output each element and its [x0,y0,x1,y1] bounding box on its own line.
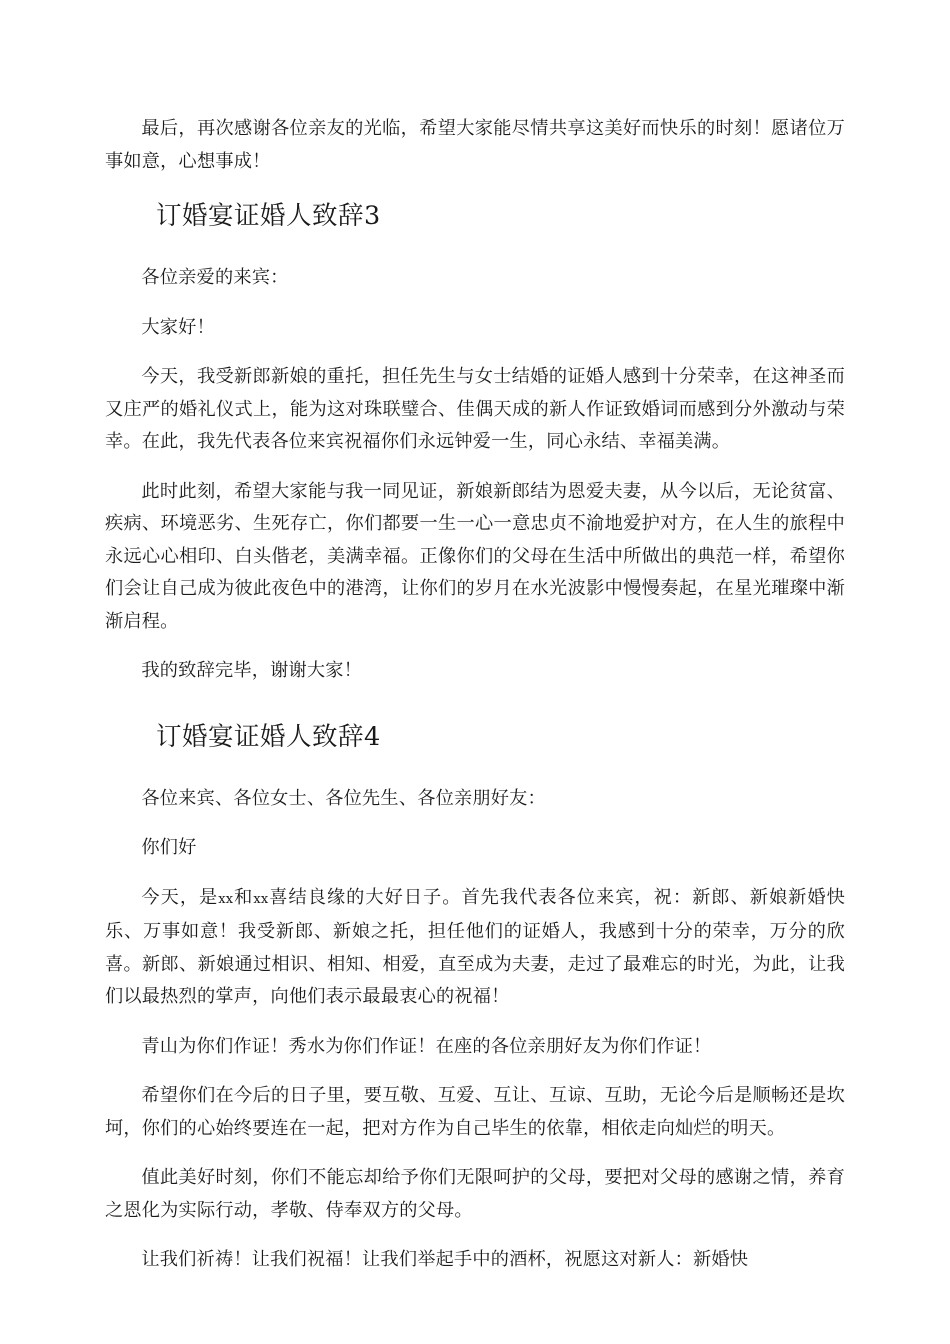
section-4-paragraph: 青山为你们作证！秀水为你们作证！在座的各位亲朋好友为你们作证！ [141,1035,712,1057]
section-4-paragraph: 值此美好时刻，你们不能忘却给予你们无限呵护的父母，要把对父母的感谢之情，养育之恩化为实际行动，孝敬、侍奉双方的父母。 [105,1167,845,1221]
section-3-title: 订婚宴证婚人致辞3 [156,201,381,231]
paragraph-text: 今天，是 [141,886,219,908]
section-3-closing: 我的致辞完毕，谢谢大家！ [141,660,363,681]
document-body [105,113,845,1294]
paragraph-text: 和 [233,886,254,908]
section-4-title: 订婚宴证婚人致辞4 [156,721,381,752]
section-4-greeting: 各位来宾、各位女士、各位先生、各位亲朋好友： [141,787,546,809]
section-3-greeting: 各位亲爱的来宾： [141,267,289,288]
section-4-hello: 你们好 [141,837,197,858]
intro-paragraph: 最后，再次感谢各位亲友的光临，希望大家能尽情共享这美好而快乐的时刻！愿诸位万事如意，心想事成！ [105,118,845,172]
name-placeholder: xx [253,891,269,907]
section-4-paragraph: 让我们祈祷！让我们祝福！让我们举起手中的酒杯，祝愿这对新人：新婚快 [141,1249,749,1270]
name-placeholder: xx [218,891,234,907]
section-3-hello: 大家好！ [141,316,215,338]
section-4-paragraph [105,882,845,1014]
section-3-paragraph: 此时此刻，希望大家能与我一同见证，新娘新郎结为恩爱夫妻，从今以后，无论贫富、疾病、环境恶劣、生死存亡，你们都要一生一心一意忠贞不渝地爱护对方，在人生的旅程中永远心心相印、白头偕老，美满幸福。正像你们的父母在生活中所做出的典范一样，希望你们会让自己成为彼此夜色中的港湾，让你们的岁月在水光波影中慢慢奏起，在星光璀璨中渐渐启程。 [105,480,845,632]
section-4-paragraph: 希望你们在今后的日子里，要互敬、互爱、互让、互谅、互助，无论今后是顺畅还是坎坷，你们的心始终要连在一起，把对方作为自己毕生的依靠，相依走向灿烂的明天。 [105,1085,845,1139]
paragraph-text: 喜结良缘的大好日子。首先我代表各位来宾，祝：新郎、新娘新婚快乐、万事如意！我受新郎、新娘之托，担任他们的证婚人，我感到十分的荣幸，万分的欣喜。新郎、新娘通过相识、相知、相爱，直至成为夫妻，走过了最难忘的时光，为此，让我们以最热烈的掌声，向他们表示最最衷心的祝福！ [105,886,845,1007]
section-3-paragraph: 今天，我受新郎新娘的重托，担任先生与女士结婚的证婚人感到十分荣幸，在这神圣而又庄严的婚礼仪式上，能为这对珠联璧合、佳偶天成的新人作证致婚词而感到分外激动与荣幸。在此，我先代表各位来宾祝福你们永远钟爱一生，同心永结、幸福美满。 [105,366,845,452]
